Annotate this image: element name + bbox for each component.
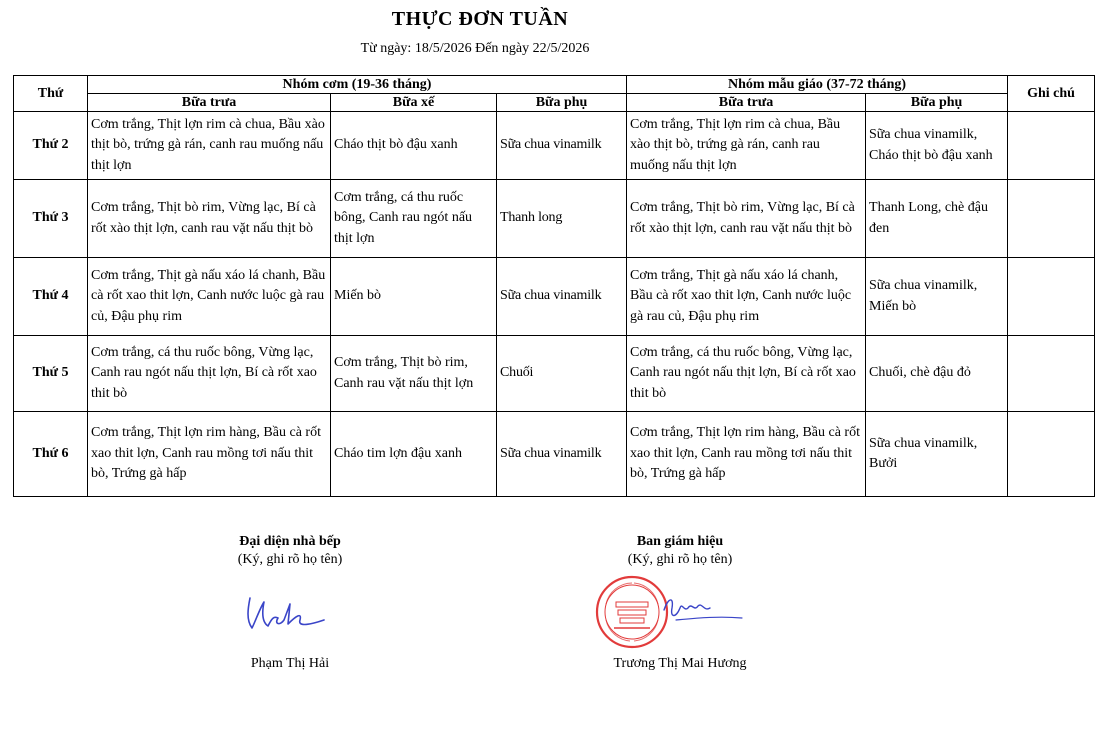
notes-cell (1008, 336, 1095, 412)
toddler-snack-cell: Sữa chua vinamilk (497, 112, 627, 180)
kitchen-role: Đại diện nhà bếp (239, 534, 341, 549)
header-preschool-snack: Bữa phụ (866, 94, 1008, 112)
date-range: Từ ngày: 18/5/2026 Đến ngày 22/5/2026 (360, 41, 590, 56)
table-row (14, 412, 1095, 497)
kitchen-handwritten-signature (240, 594, 330, 634)
day-cell: Thứ 5 (14, 336, 88, 412)
toddler-lunch-cell: Cơm trắng, Thịt gà nấu xáo lá chanh, Bầu cà rốt xao thit lợn, Canh nước luộc gà rau củ, Đậu phụ rim (88, 258, 331, 336)
kitchen-signer-name: Phạm Thị Hải (250, 656, 330, 671)
toddler-afternoon-cell: Cháo tim lợn đậu xanh (331, 412, 497, 497)
preschool-lunch-cell: Cơm trắng, Thịt bò rim, Vừng lạc, Bí cà rốt xào thịt lợn, canh rau vặt nấu thịt bò (627, 180, 866, 258)
toddler-lunch-cell: Cơm trắng, cá thu ruốc bông, Vừng lạc, Canh rau ngót nấu thịt lợn, Bí cà rốt xao thit bò (88, 336, 331, 412)
preschool-snack-cell: Sữa chua vinamilk, Miến bò (866, 258, 1008, 336)
day-cell: Thứ 2 (14, 112, 88, 180)
day-cell: Thứ 4 (14, 258, 88, 336)
table-row (14, 336, 1095, 412)
preschool-lunch-cell: Cơm trắng, Thịt gà nấu xáo lá chanh, Bầu cà rốt xao thit lợn, Canh nước luộc gà rau củ, Đậu phụ rim (627, 258, 866, 336)
toddler-lunch-cell: Cơm trắng, Thịt lợn rim cà chua, Bầu xào thịt bò, trứng gà rán, canh rau muống nấu thịt lợn (88, 112, 331, 180)
header-toddler-afternoon: Bữa xế (331, 94, 497, 112)
toddler-snack-cell: Thanh long (497, 180, 627, 258)
notes-cell (1008, 258, 1095, 336)
header-notes: Ghi chú (1008, 76, 1095, 112)
board-signature-block (560, 534, 800, 684)
day-cell: Thứ 6 (14, 412, 88, 497)
kitchen-sign-note: (Ký, ghi rõ họ tên) (237, 552, 343, 567)
table-row (14, 258, 1095, 336)
notes-cell (1008, 180, 1095, 258)
preschool-lunch-cell: Cơm trắng, Thịt lợn rim hàng, Bầu cà rốt xao thit lợn, Canh rau mồng tơi nấu thit bò, Trứng gà hấp (627, 412, 866, 497)
header-group-preschool: Nhóm mẫu giáo (37-72 tháng) (627, 76, 1008, 94)
toddler-afternoon-cell: Cơm trắng, cá thu ruốc bông, Canh rau ngót nấu thịt lợn (331, 180, 497, 258)
toddler-snack-cell: Sữa chua vinamilk (497, 412, 627, 497)
notes-cell (1008, 112, 1095, 180)
header-toddler-snack: Bữa phụ (497, 94, 627, 112)
weekly-menu-table (13, 75, 1095, 497)
board-handwritten-signature (658, 590, 748, 630)
header-toddler-lunch: Bữa trưa (88, 94, 331, 112)
page-title: THỰC ĐƠN TUẦN (391, 8, 569, 30)
notes-cell (1008, 412, 1095, 497)
toddler-snack-cell: Chuối (497, 336, 627, 412)
day-cell: Thứ 3 (14, 180, 88, 258)
preschool-snack-cell: Sữa chua vinamilk, Cháo thịt bò đậu xanh (866, 112, 1008, 180)
header-group-toddler: Nhóm cơm (19-36 tháng) (88, 76, 627, 94)
board-signer-name: Trương Thị Mai Hương (613, 656, 747, 671)
toddler-afternoon-cell: Cơm trắng, Thịt bò rim, Canh rau vặt nấu thịt lợn (331, 336, 497, 412)
toddler-lunch-cell: Cơm trắng, Thịt lợn rim hàng, Bầu cà rốt xao thit lợn, Canh rau mồng tơi nấu thit bò, Trứng gà hấp (88, 412, 331, 497)
toddler-afternoon-cell: Cháo thịt bò đậu xanh (331, 112, 497, 180)
board-sign-note: (Ký, ghi rõ họ tên) (627, 552, 733, 567)
preschool-lunch-cell: Cơm trắng, Thịt lợn rim cà chua, Bầu xào thịt bò, trứng gà rán, canh rau muống nấu thịt lợn (627, 112, 866, 180)
preschool-lunch-cell: Cơm trắng, cá thu ruốc bông, Vừng lạc, Canh rau ngót nấu thịt lợn, Bí cà rốt xao thit bò (627, 336, 866, 412)
kitchen-signature-block (190, 534, 390, 684)
board-role: Ban giám hiệu (636, 534, 724, 549)
toddler-afternoon-cell: Miến bò (331, 258, 497, 336)
toddler-snack-cell: Sữa chua vinamilk (497, 258, 627, 336)
preschool-snack-cell: Thanh Long, chè đậu đen (866, 180, 1008, 258)
toddler-lunch-cell: Cơm trắng, Thịt bò rim, Vừng lạc, Bí cà rốt xào thịt lợn, canh rau vặt nấu thịt bò (88, 180, 331, 258)
header-preschool-lunch: Bữa trưa (627, 94, 866, 112)
table-row (14, 180, 1095, 258)
preschool-snack-cell: Chuối, chè đậu đỏ (866, 336, 1008, 412)
header-day: Thứ (14, 76, 88, 112)
table-row (14, 112, 1095, 180)
preschool-snack-cell: Sữa chua vinamilk, Bưởi (866, 412, 1008, 497)
